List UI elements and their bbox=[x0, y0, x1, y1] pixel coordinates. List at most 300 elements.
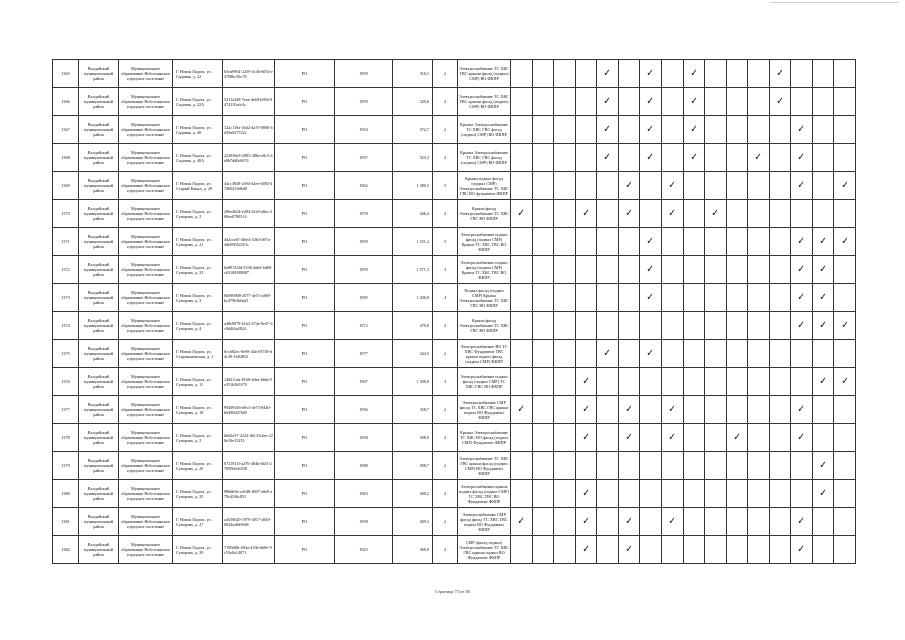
municipality-cell: Муниципальное образование Неболчинское городское поселение bbox=[119, 200, 173, 228]
municipality-cell: Муниципальное образование Неболчинское городское поселение bbox=[119, 508, 173, 536]
municipality-cell: Муниципальное образование Неболчинское городское поселение bbox=[119, 116, 173, 144]
work-type-cell bbox=[511, 452, 533, 480]
work-type-cell bbox=[705, 452, 727, 480]
fund-cell: РО bbox=[275, 200, 335, 228]
work-type-cell bbox=[705, 144, 727, 172]
work-type-cell bbox=[726, 88, 748, 116]
work-type-cell bbox=[661, 88, 683, 116]
address-cell: Г. Новая Ладога, ул. Суворова, д. 18 bbox=[173, 396, 223, 424]
work-type-cell bbox=[726, 228, 748, 256]
fund-cell: РО bbox=[275, 284, 335, 312]
address-cell: Г. Новая Ладога, ул. Садовая, д. 40А bbox=[173, 144, 223, 172]
work-type-cell bbox=[640, 116, 662, 144]
floors-cell: 2 bbox=[433, 116, 458, 144]
works-cell: Электроснабжение подвал фасад (подвал СМР) Крыша ТС ХВС ГВС ВО ФКПР bbox=[458, 256, 511, 284]
work-type-cell bbox=[748, 424, 770, 452]
work-type-cell bbox=[834, 200, 856, 228]
works-cell: Крыша подвал фасад (подвал СМР) Электроснабжение ТС ХВС ГВС ВО фундамент ФКПР bbox=[458, 172, 511, 200]
work-type-cell bbox=[834, 424, 856, 452]
address-cell: Г. Новая Ладога, ул. Суворова, д. 29 bbox=[173, 536, 223, 564]
check-mark-icon: ✓ bbox=[668, 403, 676, 415]
table-row bbox=[53, 144, 856, 172]
work-type-cell bbox=[532, 88, 554, 116]
work-type-cell bbox=[705, 228, 727, 256]
check-mark-icon: ✓ bbox=[797, 291, 806, 303]
work-type-cell bbox=[618, 256, 640, 284]
work-type-cell bbox=[661, 312, 683, 340]
check-mark-icon: ✓ bbox=[754, 151, 763, 163]
work-type-cell bbox=[683, 172, 705, 200]
address-cell: Г. Новая Ладога, ул. Суворова, д. 21 bbox=[173, 228, 223, 256]
work-type-cell bbox=[661, 256, 683, 284]
table-row bbox=[53, 424, 856, 452]
work-type-cell bbox=[726, 60, 748, 88]
work-type-cell bbox=[640, 368, 662, 396]
work-type-cell bbox=[769, 228, 791, 256]
floors-cell: 2 bbox=[433, 396, 458, 424]
floors-cell: 2 bbox=[433, 424, 458, 452]
table-row bbox=[53, 284, 856, 312]
uuid-cell: 222836e3-2083-486e-a9c3-4e8b7dd0c6074 bbox=[223, 144, 275, 172]
work-type-cell bbox=[575, 312, 597, 340]
fund-cell: РО bbox=[275, 256, 335, 284]
work-type-cell bbox=[812, 396, 834, 424]
row-number: 1371 bbox=[53, 228, 79, 256]
check-mark-icon: ✓ bbox=[819, 235, 827, 247]
work-type-cell bbox=[618, 396, 640, 424]
check-mark-icon: ✓ bbox=[668, 179, 676, 191]
check-mark-icon: ✓ bbox=[625, 431, 633, 443]
work-type-cell bbox=[554, 368, 576, 396]
work-type-cell bbox=[791, 284, 813, 312]
work-type-cell bbox=[683, 396, 705, 424]
work-type-cell bbox=[748, 60, 770, 88]
address-cell: Г. Новая Ладога, ул. Суворова, д. 25 bbox=[173, 480, 223, 508]
work-type-cell bbox=[726, 312, 748, 340]
work-type-cell bbox=[618, 480, 640, 508]
work-type-cell bbox=[532, 312, 554, 340]
fund-cell: РО bbox=[275, 312, 335, 340]
uuid-cell: 4d2ccef5-4f6e4-43b3-b97a-4db99052251c bbox=[223, 228, 275, 256]
works-cell: Электроснабжение СМР фасад фасад ТС ХВС ГВС подвал ВО Фундамент ФКПР bbox=[458, 508, 511, 536]
work-type-cell bbox=[511, 536, 533, 564]
work-type-cell bbox=[834, 340, 856, 368]
work-type-cell bbox=[575, 88, 597, 116]
year-cell: 1972 bbox=[335, 312, 393, 340]
work-type-cell bbox=[726, 340, 748, 368]
work-type-cell bbox=[640, 228, 662, 256]
work-type-cell bbox=[705, 368, 727, 396]
year-cell: 1959 bbox=[335, 88, 393, 116]
works-cell: Электроснабжение ТС ХВС ГВС крыши фасад (подвал) СМР) ВО ФКПР bbox=[458, 88, 511, 116]
work-type-cell bbox=[597, 256, 619, 284]
year-cell: 1959 bbox=[335, 228, 393, 256]
work-type-cell bbox=[597, 452, 619, 480]
row-number: 1381 bbox=[53, 508, 79, 536]
work-type-cell bbox=[748, 312, 770, 340]
check-mark-icon: ✓ bbox=[582, 375, 590, 387]
work-type-cell bbox=[791, 116, 813, 144]
work-type-cell bbox=[748, 200, 770, 228]
work-type-cell bbox=[511, 284, 533, 312]
check-mark-icon: ✓ bbox=[646, 123, 655, 135]
work-type-cell bbox=[618, 368, 640, 396]
work-type-cell bbox=[726, 508, 748, 536]
fund-cell: РО bbox=[275, 424, 335, 452]
floors-cell: 3 bbox=[433, 256, 458, 284]
row-number: 1373 bbox=[53, 284, 79, 312]
work-type-cell bbox=[618, 424, 640, 452]
work-type-cell bbox=[769, 340, 791, 368]
check-mark-icon: ✓ bbox=[646, 347, 655, 359]
work-type-cell bbox=[769, 144, 791, 172]
work-type-cell bbox=[769, 368, 791, 396]
address-cell: Г. Новая Ладога, ул. Суворова, д. 4 bbox=[173, 312, 223, 340]
area-cell: 1 309,0 bbox=[393, 368, 433, 396]
district-cell: Валдайский муниципальный район bbox=[79, 396, 119, 424]
work-type-cell bbox=[726, 116, 748, 144]
row-number: 1376 bbox=[53, 368, 79, 396]
check-mark-icon: ✓ bbox=[603, 123, 612, 135]
floors-cell: 2 bbox=[433, 508, 458, 536]
work-type-cell bbox=[618, 172, 640, 200]
floors-cell: 4 bbox=[433, 284, 458, 312]
district-cell: Валдайский муниципальный район bbox=[79, 452, 119, 480]
uuid-cell: 0b090808-2077-4e51-a380-bc479b3b6a2f bbox=[223, 284, 275, 312]
work-type-cell bbox=[748, 256, 770, 284]
work-type-cell bbox=[769, 536, 791, 564]
check-mark-icon: ✓ bbox=[840, 375, 849, 387]
row-number: 1380 bbox=[53, 480, 79, 508]
district-cell: Валдайский муниципальный район bbox=[79, 368, 119, 396]
fund-cell: РО bbox=[275, 60, 335, 88]
area-cell: 398,7 bbox=[393, 452, 433, 480]
work-type-cell bbox=[683, 88, 705, 116]
work-type-cell bbox=[640, 312, 662, 340]
row-number: 1372 bbox=[53, 256, 79, 284]
check-mark-icon: ✓ bbox=[517, 403, 526, 415]
work-type-cell bbox=[618, 144, 640, 172]
floors-cell: 2 bbox=[433, 452, 458, 480]
work-type-cell bbox=[597, 200, 619, 228]
work-type-cell bbox=[575, 536, 597, 564]
check-mark-icon: ✓ bbox=[646, 95, 655, 107]
work-type-cell bbox=[575, 340, 597, 368]
work-type-cell bbox=[834, 480, 856, 508]
check-mark-icon: ✓ bbox=[797, 235, 806, 247]
area-cell: 470,0 bbox=[393, 312, 433, 340]
work-type-cell bbox=[791, 312, 813, 340]
address-cell: Г. Новая Ладога, ул. Суворова, д. 2 bbox=[173, 424, 223, 452]
row-number: 1377 bbox=[53, 396, 79, 424]
municipality-cell: Муниципальное образование Неболчинское городское поселение bbox=[119, 424, 173, 452]
work-type-cell bbox=[618, 60, 640, 88]
work-type-cell bbox=[511, 508, 533, 536]
check-mark-icon: ✓ bbox=[625, 207, 633, 219]
district-cell: Валдайский муниципальный район bbox=[79, 284, 119, 312]
row-number: 1370 bbox=[53, 200, 79, 228]
check-mark-icon: ✓ bbox=[776, 95, 784, 107]
work-type-cell bbox=[554, 396, 576, 424]
work-type-cell bbox=[597, 536, 619, 564]
works-cell: Крыша фасад Электроснабжение ТС ХВС ГВС ВО ФКПР bbox=[458, 312, 511, 340]
works-cell: Подвал фасад (подвал СМР) Крыша Электроснабжение ТС ХВС ГВС ВО ФКПР bbox=[458, 284, 511, 312]
work-type-cell bbox=[812, 508, 834, 536]
housing-register-table bbox=[52, 59, 856, 564]
work-type-cell bbox=[812, 200, 834, 228]
work-type-cell bbox=[640, 536, 662, 564]
check-mark-icon: ✓ bbox=[646, 67, 655, 79]
work-type-cell bbox=[683, 368, 705, 396]
area-cell: 400,2 bbox=[393, 480, 433, 508]
uuid-cell: a4536620-1979-4917-a849-0024ea8d5668 bbox=[223, 508, 275, 536]
check-mark-icon: ✓ bbox=[646, 291, 655, 303]
work-type-cell bbox=[834, 452, 856, 480]
check-mark-icon: ✓ bbox=[646, 235, 655, 247]
work-type-cell bbox=[575, 424, 597, 452]
work-type-cell bbox=[661, 340, 683, 368]
table-row bbox=[53, 312, 856, 340]
work-type-cell bbox=[554, 312, 576, 340]
works-cell: Крыша фасад Электроснабжение ТС ХВС ГВС ВО ФКПР bbox=[458, 200, 511, 228]
check-mark-icon: ✓ bbox=[797, 263, 806, 275]
work-type-cell bbox=[683, 116, 705, 144]
municipality-cell: Муниципальное образование Неболчинское городское поселение bbox=[119, 144, 173, 172]
work-type-cell bbox=[554, 424, 576, 452]
work-type-cell bbox=[705, 424, 727, 452]
area-cell: 398,9 bbox=[393, 424, 433, 452]
work-type-cell bbox=[511, 396, 533, 424]
uuid-cell: 122c119a-36d2-4a70-8000-bd39a027722c bbox=[223, 116, 275, 144]
uuid-cell: 0ccb82ec-8e98-44e4-8749-d4c39-1b04852 bbox=[223, 340, 275, 368]
fund-cell: РО bbox=[275, 480, 335, 508]
work-type-cell bbox=[661, 172, 683, 200]
work-type-cell bbox=[511, 228, 533, 256]
work-type-cell bbox=[661, 144, 683, 172]
uuid-cell: 14821cda-8166-4dea-bb6a-5e351b3b5379 bbox=[223, 368, 275, 396]
work-type-cell bbox=[661, 536, 683, 564]
area-cell: 329,6 bbox=[393, 88, 433, 116]
work-type-cell bbox=[791, 228, 813, 256]
check-mark-icon: ✓ bbox=[840, 179, 849, 191]
work-type-cell bbox=[597, 340, 619, 368]
work-type-cell bbox=[661, 480, 683, 508]
check-mark-icon: ✓ bbox=[689, 151, 698, 163]
table-row bbox=[53, 116, 856, 144]
work-type-cell bbox=[511, 200, 533, 228]
work-type-cell bbox=[769, 116, 791, 144]
work-type-cell bbox=[726, 144, 748, 172]
check-mark-icon: ✓ bbox=[582, 431, 590, 443]
row-number: 1366 bbox=[53, 88, 79, 116]
work-type-cell bbox=[812, 480, 834, 508]
work-type-cell bbox=[748, 172, 770, 200]
work-type-cell bbox=[705, 312, 727, 340]
work-type-cell bbox=[618, 452, 640, 480]
year-cell: 1958 bbox=[335, 424, 393, 452]
check-mark-icon: ✓ bbox=[711, 207, 720, 219]
district-cell: Валдайский муниципальный район bbox=[79, 144, 119, 172]
work-type-cell bbox=[683, 284, 705, 312]
work-type-cell bbox=[726, 452, 748, 480]
municipality-cell: Муниципальное образование Неболчинское городское поселение bbox=[119, 368, 173, 396]
fund-cell: РО bbox=[275, 536, 335, 564]
work-type-cell bbox=[834, 144, 856, 172]
work-type-cell bbox=[640, 88, 662, 116]
work-type-cell bbox=[554, 60, 576, 88]
fund-cell: РО bbox=[275, 172, 335, 200]
check-mark-icon: ✓ bbox=[797, 403, 806, 415]
work-type-cell bbox=[769, 424, 791, 452]
check-mark-icon: ✓ bbox=[819, 291, 827, 303]
work-type-cell bbox=[726, 536, 748, 564]
work-type-cell bbox=[554, 536, 576, 564]
work-type-cell bbox=[748, 536, 770, 564]
uuid-cell: 719fb8fb-b94a-416b-b68e-9c53e0a14071 bbox=[223, 536, 275, 564]
area-cell: 523,3 bbox=[393, 144, 433, 172]
work-type-cell bbox=[683, 424, 705, 452]
row-number: 1365 bbox=[53, 60, 79, 88]
work-type-cell bbox=[748, 508, 770, 536]
floors-cell: 2 bbox=[433, 312, 458, 340]
row-number: 1382 bbox=[53, 536, 79, 564]
check-mark-icon: ✓ bbox=[582, 515, 590, 527]
work-type-cell bbox=[726, 200, 748, 228]
work-type-cell bbox=[812, 424, 834, 452]
work-type-cell bbox=[575, 144, 597, 172]
year-cell: 1957 bbox=[335, 144, 393, 172]
year-cell: 1959 bbox=[335, 60, 393, 88]
work-type-cell bbox=[748, 116, 770, 144]
work-type-cell bbox=[618, 116, 640, 144]
area-cell: 1 206,8 bbox=[393, 284, 433, 312]
uuid-cell: 6721811f-a276-484b-b6f3-27695b6c6338 bbox=[223, 452, 275, 480]
work-type-cell bbox=[575, 368, 597, 396]
work-type-cell bbox=[769, 508, 791, 536]
area-cell: 244,5 bbox=[393, 340, 433, 368]
municipality-cell: Муниципальное образование Неболчинское городское поселение bbox=[119, 256, 173, 284]
work-type-cell bbox=[834, 60, 856, 88]
work-type-cell bbox=[640, 340, 662, 368]
district-cell: Валдайский муниципальный район bbox=[79, 340, 119, 368]
work-type-cell bbox=[834, 396, 856, 424]
works-cell: Электроснабжение СМР фасад ТС ХВС ГВС крыша подвал ВО Фундамент ФКПР bbox=[458, 396, 511, 424]
work-type-cell bbox=[683, 256, 705, 284]
work-type-cell bbox=[791, 200, 813, 228]
work-type-cell bbox=[834, 256, 856, 284]
work-type-cell bbox=[683, 312, 705, 340]
work-type-cell bbox=[597, 60, 619, 88]
fund-cell: РО bbox=[275, 368, 335, 396]
check-mark-icon: ✓ bbox=[819, 375, 827, 387]
check-mark-icon: ✓ bbox=[797, 179, 806, 191]
work-type-cell bbox=[640, 480, 662, 508]
work-type-cell bbox=[618, 340, 640, 368]
work-type-cell bbox=[705, 284, 727, 312]
work-type-cell bbox=[834, 536, 856, 564]
work-type-cell bbox=[575, 256, 597, 284]
work-type-cell bbox=[812, 312, 834, 340]
fund-cell: РО bbox=[275, 508, 335, 536]
check-mark-icon: ✓ bbox=[582, 403, 590, 415]
work-type-cell bbox=[640, 508, 662, 536]
work-type-cell bbox=[812, 452, 834, 480]
page-footer: Страница 73 из 80 bbox=[435, 589, 470, 594]
floors-cell: 2 bbox=[433, 144, 458, 172]
work-type-cell bbox=[791, 256, 813, 284]
work-type-cell bbox=[769, 284, 791, 312]
uuid-cell: b6d2e57-2234-4b13-b2ee-220e10e15233 bbox=[223, 424, 275, 452]
work-type-cell bbox=[532, 452, 554, 480]
work-type-cell bbox=[618, 312, 640, 340]
check-mark-icon: ✓ bbox=[689, 95, 698, 107]
floors-cell: 2 bbox=[433, 88, 458, 116]
work-type-cell bbox=[597, 172, 619, 200]
works-cell: Электроснабжение ТС ХВС ГВС крыша фасад (подвал СМР) ВО Фундамент ФКПР bbox=[458, 452, 511, 480]
work-type-cell bbox=[618, 284, 640, 312]
work-type-cell bbox=[640, 256, 662, 284]
district-cell: Валдайский муниципальный район bbox=[79, 172, 119, 200]
work-type-cell bbox=[640, 396, 662, 424]
work-type-cell bbox=[791, 172, 813, 200]
work-type-cell bbox=[705, 480, 727, 508]
address-cell: Г. Новая Ладога, ул. Суворова, д. 3 bbox=[173, 284, 223, 312]
work-type-cell bbox=[791, 88, 813, 116]
row-number: 1374 bbox=[53, 312, 79, 340]
table-row bbox=[53, 60, 856, 88]
work-type-cell bbox=[812, 144, 834, 172]
work-type-cell bbox=[661, 508, 683, 536]
work-type-cell bbox=[554, 172, 576, 200]
municipality-cell: Муниципальное образование Неболчинское городское поселение bbox=[119, 340, 173, 368]
table-row bbox=[53, 368, 856, 396]
municipality-cell: Муниципальное образование Неболчинское городское поселение bbox=[119, 396, 173, 424]
work-type-cell bbox=[618, 88, 640, 116]
work-type-cell bbox=[532, 340, 554, 368]
work-type-cell bbox=[705, 116, 727, 144]
work-type-cell bbox=[661, 368, 683, 396]
work-type-cell bbox=[748, 88, 770, 116]
fund-cell: РО bbox=[275, 452, 335, 480]
work-type-cell bbox=[597, 396, 619, 424]
fund-cell: РО bbox=[275, 116, 335, 144]
fund-cell: РО bbox=[275, 340, 335, 368]
work-type-cell bbox=[705, 396, 727, 424]
work-type-cell bbox=[791, 396, 813, 424]
check-mark-icon: ✓ bbox=[517, 207, 526, 219]
table-row bbox=[53, 508, 856, 536]
year-cell: 1978 bbox=[335, 200, 393, 228]
work-type-cell bbox=[661, 116, 683, 144]
table-row bbox=[53, 480, 856, 508]
work-type-cell bbox=[575, 284, 597, 312]
check-mark-icon: ✓ bbox=[668, 207, 676, 219]
work-type-cell bbox=[575, 452, 597, 480]
work-type-cell bbox=[791, 424, 813, 452]
work-type-cell bbox=[748, 144, 770, 172]
check-mark-icon: ✓ bbox=[646, 151, 655, 163]
row-number: 1369 bbox=[53, 172, 79, 200]
row-number: 1378 bbox=[53, 424, 79, 452]
row-number: 1368 bbox=[53, 144, 79, 172]
check-mark-icon: ✓ bbox=[840, 235, 849, 247]
check-mark-icon: ✓ bbox=[625, 543, 633, 555]
work-type-cell bbox=[791, 452, 813, 480]
municipality-cell: Муниципальное образование Неболчинское городское поселение bbox=[119, 172, 173, 200]
district-cell: Валдайский муниципальный район bbox=[79, 536, 119, 564]
work-type-cell bbox=[812, 172, 834, 200]
work-type-cell bbox=[812, 228, 834, 256]
